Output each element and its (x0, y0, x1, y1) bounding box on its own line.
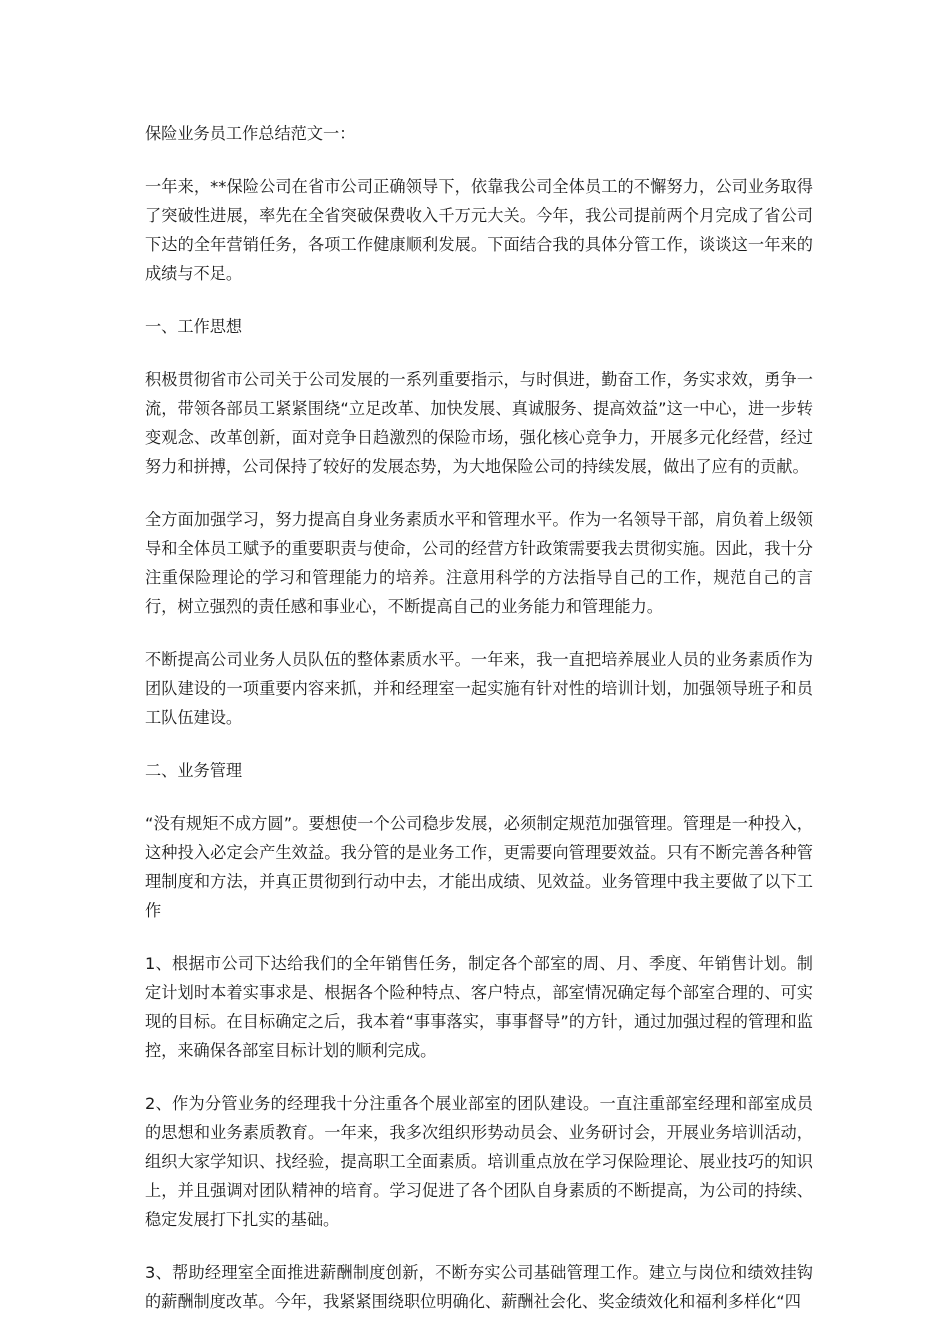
list-item-2: 2、作为分管业务的经理我十分注重各个展业部室的团队建设。一直注重部室经理和部室成员的思想和业务素质教育。一年来，我多次组织形势动员会、业务研讨会，开展业务培训活动，组织大家学知识、找经验，提高职工全面素质。培训重点放在学习保险理论、展业技巧的知识上，并且强调对团队精神的培育。学习促进了各个团队自身素质的不断提高，为公司的持续、稳定发展打下扎实的基础。 (145, 1094, 813, 1229)
paragraph-work-thought: 积极贯彻省市公司关于公司发展的一系列重要指示，与时俱进，勤奋工作，务实求效，勇争一流，带领各部员工紧紧围绕“立足改革、加快发展、真诚服务、提高效益”这一中心，进一步转变观念、改革创新，面对竞争日趋激烈的保险市场，强化核心竞争力，开展多元化经营，经过努力和拼搏，公司保持了较好的发展态势，为大地保险公司的持续发展，做出了应有的贡献。 (145, 370, 813, 476)
paragraph-team-quality: 不断提高公司业务人员队伍的整体素质水平。一年来，我一直把培养展业人员的业务素质作为团队建设的一项重要内容来抓，并和经理室一起实施有针对性的培训计划，加强领导班子和员工队伍建设。 (145, 650, 813, 727)
document-body (145, 119, 813, 1340)
section-heading-work-thought: 一、工作思想 (145, 317, 243, 336)
paragraph-study: 全方面加强学习，努力提高自身业务素质水平和管理水平。作为一名领导干部，肩负着上级领导和全体员工赋予的重要职责与使命，公司的经营方针政策需要我去贯彻实施。因此，我十分注重保险理论的学习和管理能力的培养。注意用科学的方法指导自己的工作，规范自己的言行，树立强烈的责任感和事业心，不断提高自己的业务能力和管理能力。 (145, 510, 813, 616)
document-title: 保险业务员工作总结范文一： (145, 124, 356, 143)
paragraph-intro: 一年来，**保险公司在省市公司正确领导下，依靠我公司全体员工的不懈努力，公司业务取得了突破性进展，率先在全省突破保费收入千万元大关。今年，我公司提前两个月完成了省公司下达的全年营销任务，各项工作健康顺利发展。下面结合我的具体分管工作，谈谈这一年来的成绩与不足。 (145, 177, 813, 283)
list-item-1: 1、根据市公司下达给我们的全年销售任务，制定各个部室的周、月、季度、年销售计划。制定计划时本着实事求是、根据各个险种特点、客户特点，部室情况确定每个部室合理的、可实现的目标。在目标确定之后，我本着“事事落实，事事督导”的方针，通过加强过程的管理和监控，来确保各部室目标计划的顺利完成。 (145, 954, 813, 1060)
list-item-3: 3、帮助经理室全面推进薪酬制度创新，不断夯实公司基础管理工作。建立与岗位和绩效挂钩的薪酬制度改革。今年，我紧紧围绕职位明确化、薪酬社会化、奖金绩效化和福利多样化“四 (145, 1263, 813, 1311)
section-heading-business-management: 二、业务管理 (145, 761, 243, 780)
paragraph-management-rules: “没有规矩不成方圆”。要想使一个公司稳步发展，必须制定规范加强管理。管理是一种投入，这种投入必定会产生效益。我分管的是业务工作，更需要向管理要效益。只有不断完善各种管理制度和方法，并真正贯彻到行动中去，才能出成绩、见效益。业务管理中我主要做了以下工作 (145, 814, 813, 920)
